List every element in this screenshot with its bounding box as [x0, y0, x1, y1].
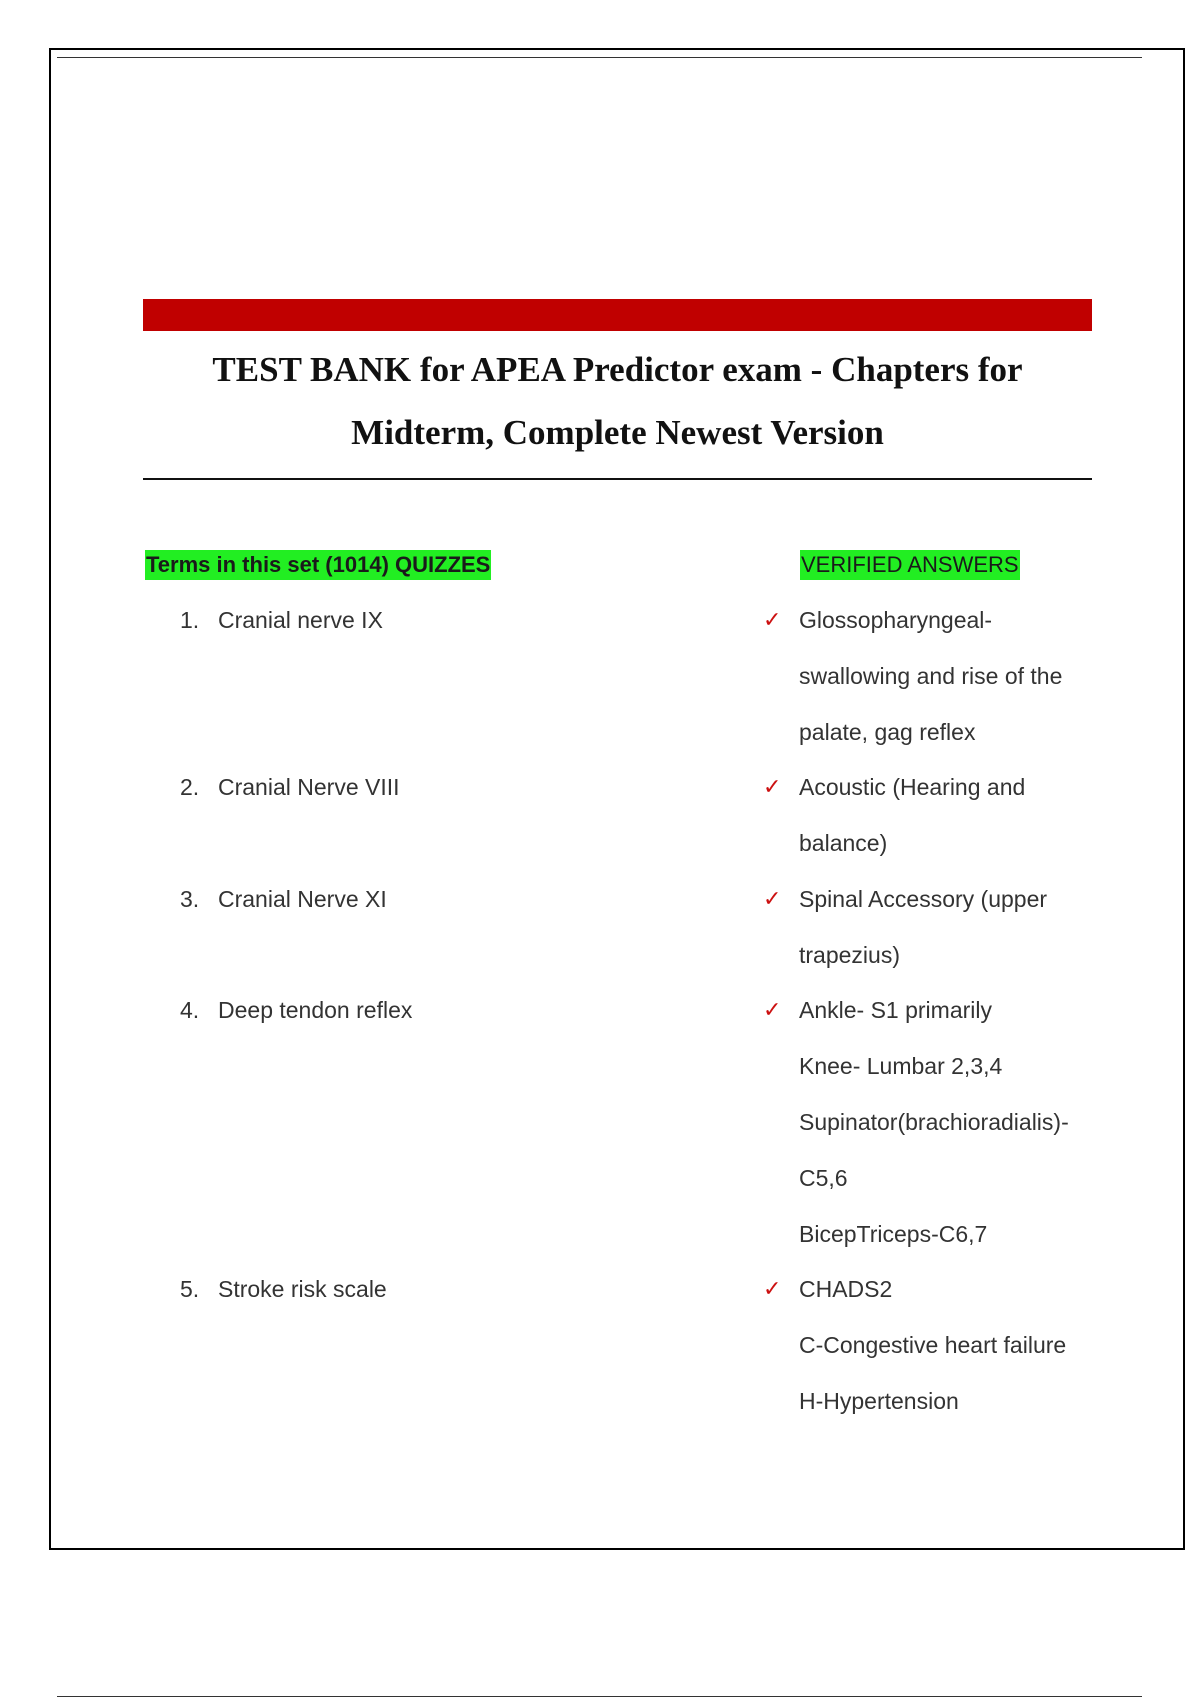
question-text: Stroke risk scale [218, 1276, 387, 1302]
answer-line: balance) [799, 830, 888, 856]
checkmark-icon: ✓ [763, 607, 782, 632]
answer-line: Acoustic (Hearing and [799, 774, 1026, 800]
checkmark-icon: ✓ [763, 1276, 782, 1301]
bottom-rule [57, 1696, 1142, 1697]
top-rule [57, 57, 1142, 58]
checkmark-icon: ✓ [763, 997, 782, 1022]
question-number: 1. [180, 607, 200, 633]
question-number: 5. [180, 1276, 200, 1302]
answer-line: C5,6 [799, 1165, 848, 1191]
question-item [180, 605, 383, 635]
question-text: Cranial Nerve XI [218, 886, 387, 912]
question-item [180, 1274, 387, 1304]
title-line-2: Midterm, Complete Newest Version [351, 413, 884, 452]
terms-header: Terms in this set (1014) QUIZZES [145, 550, 491, 580]
checkmark-icon: ✓ [763, 886, 782, 911]
answer-line: Knee- Lumbar 2,3,4 [799, 1053, 1003, 1079]
title-banner-bar [143, 299, 1092, 331]
answer-line: Supinator(brachioradialis)- [799, 1109, 1069, 1135]
question-text: Cranial Nerve VIII [218, 774, 400, 800]
question-item [180, 884, 387, 914]
document-title [143, 338, 1092, 464]
question-number: 3. [180, 886, 200, 912]
answer-line: CHADS2 [799, 1276, 893, 1302]
answer-line: palate, gag reflex [799, 719, 976, 745]
answer-line: Spinal Accessory (upper [799, 886, 1048, 912]
question-number: 2. [180, 774, 200, 800]
title-divider [143, 478, 1092, 480]
answer-line: Glossopharyngeal- [799, 607, 993, 633]
question-item [180, 772, 400, 802]
answer-line: swallowing and rise of the [799, 663, 1063, 689]
question-text: Deep tendon reflex [218, 997, 413, 1023]
answer-line: H-Hypertension [799, 1388, 959, 1414]
title-line-1: TEST BANK for APEA Predictor exam - Chapters for [212, 350, 1023, 389]
question-item [180, 995, 412, 1025]
checkmark-icon: ✓ [763, 774, 782, 799]
question-text: Cranial nerve IX [218, 607, 383, 633]
answer-line: trapezius) [799, 942, 900, 968]
answer-line: C-Congestive heart failure [799, 1332, 1067, 1358]
answers-header: VERIFIED ANSWERS [800, 550, 1020, 580]
question-number: 4. [180, 997, 200, 1023]
answer-line: Ankle- S1 primarily [799, 997, 992, 1023]
answer-line: BicepTriceps-C6,7 [799, 1221, 988, 1247]
